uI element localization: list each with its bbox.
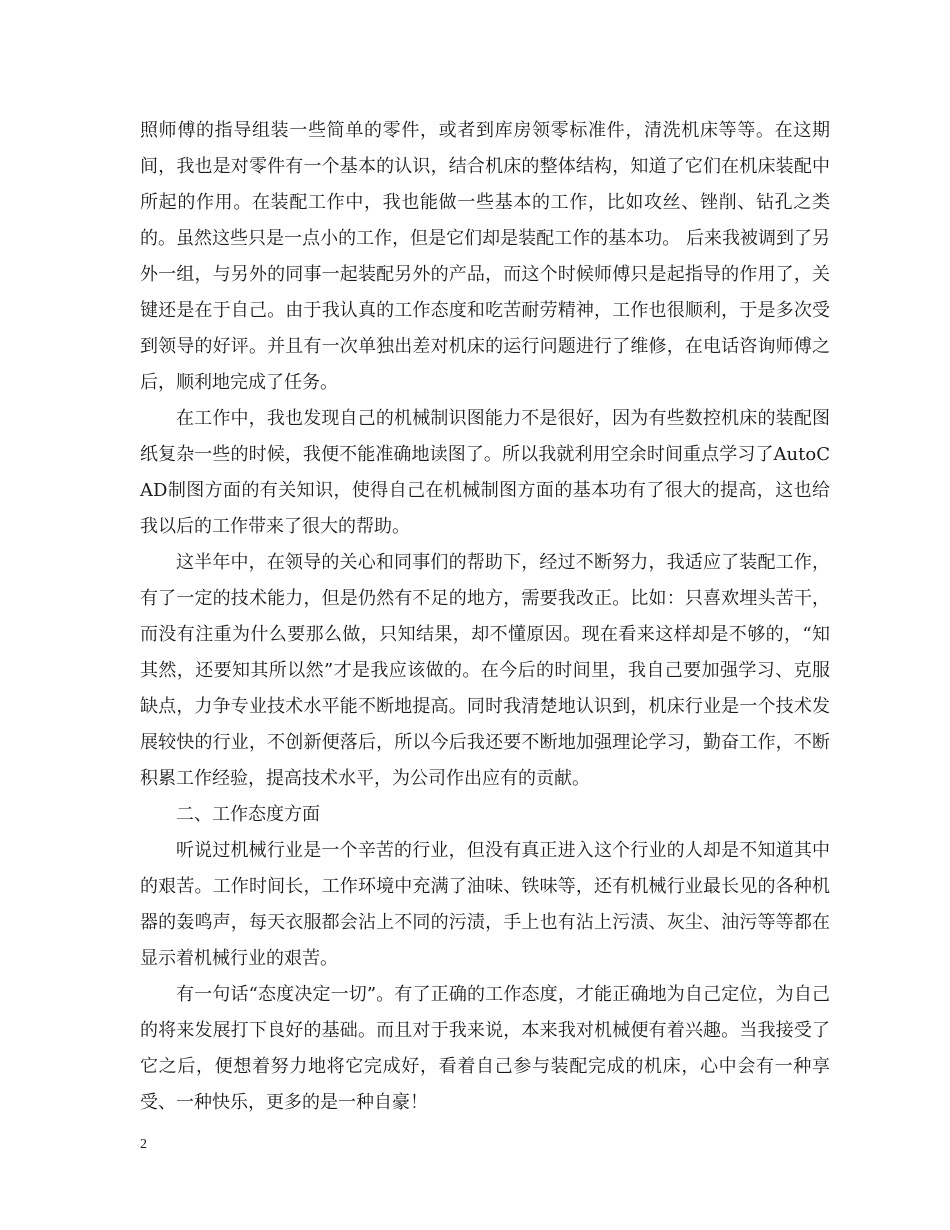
paragraph-drawing-skills: 在工作中，我也发现自己的机械制识图能力不是很好，因为有些数控机床的装配图纸复杂一些的时候，我便不能准确地读图了。所以我就利用空余时间重点学习了AutoCAD制图方面的有关知识，使得自己在机械制图方面的基本功有了很大的提高，这也给我以后的工作带来了很大的帮助。 bbox=[140, 408, 830, 537]
paragraph-half-year-summary: 这半年中，在领导的关心和同事们的帮助下，经过不断努力，我适应了装配工作，有了一定的技术能力，但是仍然有不足的地方，需要我改正。比如：只喜欢埋头苦干，而没有注重为什么要那么做，只知结果，却不懂原因。现在看来这样却是不够的，“知其然，还要知其所以然”才是我应该做的。在今后的时间里，我自己要加强学习、克服缺点，力争专业技术水平能不断地提高。同时我清楚地认识到，机床行业是一个技术发展较快的行业，不创新便落后，所以今后我还要不断地加强理论学习，勤奋工作，不断积累工作经验，提高技术水平，为公司作出应有的贡献。 bbox=[140, 552, 830, 789]
section-heading-work-attitude: 二、工作态度方面 bbox=[176, 804, 320, 825]
document-body bbox=[140, 113, 830, 1121]
paragraph-continued-assembly-work: 照师傅的指导组装一些简单的零件，或者到库房领零标准件，清洗机床等等。在这期间，我也是对零件有一个基本的认识，结合机床的整体结构，知道了它们在机床装配中所起的作用。在装配工作中，我也能做一些基本的工作，比如攻丝、锉削、钻孔之类的。虽然这些只是一点小的工作，但是它们却是装配工作的基本功。 后来我被调到了另外一组，与另外的同事一起装配另外的产品，而这个时候师傅只是起指导的作用了，关键还是在于自己。由于我认真的工作态度和吃苦耐劳精神，工作也很顺利，于是多次受到领导的好评。并且有一次单独出差对机床的运行问题进行了维修，在电话咨询师傅之后，顺利地完成了任务。 bbox=[140, 120, 830, 393]
paragraph-industry-hardship: 听说过机械行业是一个辛苦的行业，但没有真正进入这个行业的人却是不知道其中的艰苦。工作时间长，工作环境中充满了油味、铁味等，还有机械行业最长见的各种机器的轰鸣声，每天衣服都会沾上不同的污渍，手上也有沾上污渍、灰尘、油污等等都在显示着机械行业的艰苦。 bbox=[140, 840, 830, 969]
page-number: 2 bbox=[140, 1137, 147, 1152]
paragraph-attitude-decides-all: 有一句话“态度决定一切”。有了正确的工作态度，才能正确地为自己定位，为自己的将来发展打下良好的基础。而且对于我来说，本来我对机械便有着兴趣。当我接受了它之后，便想着努力地将它完成好，看着自己参与装配完成的机床，心中会有一种享受、一种快乐，更多的是一种自豪！ bbox=[140, 984, 830, 1113]
